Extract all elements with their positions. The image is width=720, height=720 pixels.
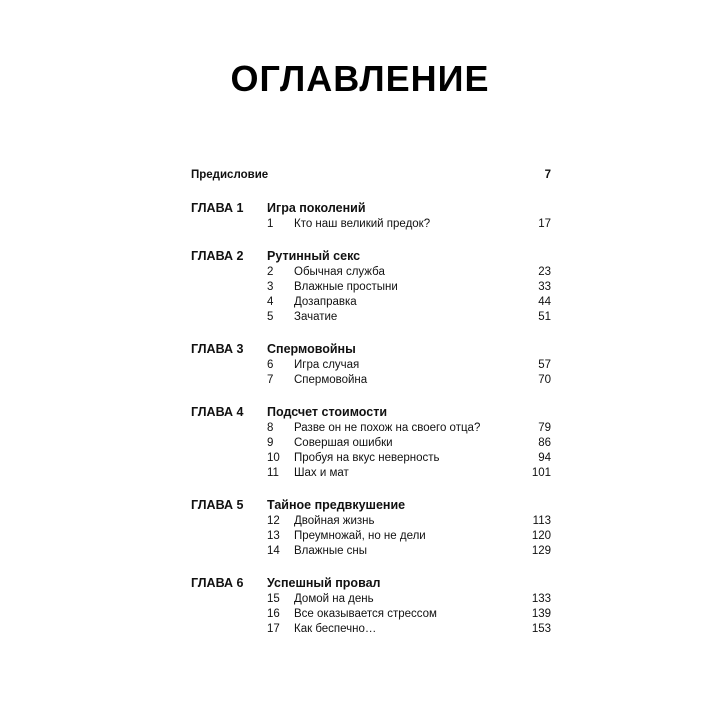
chapter-label: ГЛАВА 2: [191, 249, 244, 263]
entry-title: Обычная служба: [294, 266, 385, 278]
toc-entry-row: [191, 529, 551, 544]
page-title: ОГЛАВЛЕНИЕ: [230, 58, 490, 99]
entry-title: Влажные простыни: [294, 281, 398, 293]
toc-entry-row: [191, 436, 551, 451]
chapter-heading: [191, 497, 551, 514]
chapter-label: ГЛАВА 3: [191, 342, 244, 356]
preface-page-number: 7: [544, 169, 551, 181]
chapter-block: [191, 341, 551, 388]
chapter-block: [191, 200, 551, 232]
entry-number: 14: [267, 545, 280, 557]
chapter-title: Подсчет стоимости: [267, 405, 388, 419]
entry-title: Пробуя на вкус неверность: [294, 452, 440, 464]
chapter-block: [191, 404, 551, 481]
toc-entry-row: [191, 544, 551, 559]
entry-title: Как беспечно…: [294, 623, 377, 635]
entry-page-number: 57: [538, 359, 551, 371]
toc-entry-row: [191, 421, 551, 436]
entry-number: 12: [267, 515, 280, 527]
entry-title: Домой на день: [294, 593, 374, 605]
chapter-heading: [191, 248, 551, 265]
entry-page-number: 120: [531, 530, 551, 542]
chapter-label: ГЛАВА 5: [191, 498, 244, 512]
chapter-block: [191, 575, 551, 637]
entry-number: 16: [267, 608, 280, 620]
chapter-title: Спермовойны: [267, 342, 356, 356]
toc-entry-row: [191, 592, 551, 607]
table-of-contents: [191, 168, 551, 653]
preface-label: Предисловие: [191, 169, 269, 181]
entry-number: 5: [267, 311, 274, 323]
entry-number: 8: [267, 422, 274, 434]
toc-entry-row: [191, 310, 551, 325]
entry-number: 9: [267, 437, 274, 449]
toc-preface-row: [191, 168, 551, 183]
entry-page-number: 86: [538, 437, 551, 449]
chapter-title: Тайное предвкушение: [267, 498, 406, 512]
chapter-heading: [191, 575, 551, 592]
entry-title: Влажные сны: [294, 545, 368, 557]
toc-entry-row: [191, 280, 551, 295]
toc-entry-row: [191, 265, 551, 280]
entry-number: 17: [267, 623, 280, 635]
toc-entry-row: [191, 373, 551, 388]
toc-entry-row: [191, 514, 551, 529]
toc-entry-row: [191, 607, 551, 622]
chapter-heading: [191, 341, 551, 358]
toc-entry-row: [191, 622, 551, 637]
entry-page-number: 133: [531, 593, 551, 605]
entry-number: 3: [267, 281, 274, 293]
chapter-label: ГЛАВА 4: [191, 405, 244, 419]
entry-number: 10: [267, 452, 280, 464]
entry-number: 11: [267, 467, 279, 479]
entry-title: Дозаправка: [294, 296, 357, 308]
toc-entry-row: [191, 451, 551, 466]
entry-title: Спермовойна: [294, 374, 368, 386]
chapter-block: [191, 248, 551, 325]
entry-number: 15: [267, 593, 280, 605]
entry-page-number: 153: [531, 623, 551, 635]
entry-page-number: 139: [531, 608, 551, 620]
entry-title: Игра случая: [294, 359, 360, 371]
chapter-title: Игра поколений: [267, 201, 366, 215]
entry-number: 7: [267, 374, 274, 386]
entry-page-number: 17: [538, 218, 551, 230]
entry-page-number: 113: [532, 515, 551, 527]
entry-number: 6: [267, 359, 274, 371]
entry-page-number: 70: [538, 374, 551, 386]
chapter-label: ГЛАВА 1: [191, 201, 244, 215]
entry-title: Зачатие: [294, 311, 338, 323]
entry-title: Шах и мат: [294, 467, 349, 479]
entry-number: 4: [267, 296, 274, 308]
chapter-list: [191, 200, 551, 637]
entry-title: Совершая ошибки: [294, 437, 393, 449]
chapter-label: ГЛАВА 6: [191, 576, 244, 590]
entry-page-number: 23: [538, 266, 551, 278]
entry-title: Разве он не похож на своего отца?: [294, 422, 481, 434]
toc-entry-row: [191, 295, 551, 310]
toc-entry-row: [191, 217, 551, 232]
toc-entry-row: [191, 466, 551, 481]
entry-page-number: 79: [538, 422, 551, 434]
chapter-block: [191, 497, 551, 559]
entry-title: Кто наш великий предок?: [294, 218, 431, 230]
entry-number: 13: [267, 530, 280, 542]
chapter-title: Рутинный секс: [267, 249, 361, 263]
chapter-title: Успешный провал: [267, 576, 381, 590]
entry-title: Преумножай, но не дели: [294, 530, 426, 542]
entry-page-number: 129: [531, 545, 551, 557]
chapter-heading: [191, 200, 551, 217]
chapter-heading: [191, 404, 551, 421]
entry-number: 1: [267, 218, 274, 230]
entry-number: 2: [267, 266, 274, 278]
entry-page-number: 33: [538, 281, 551, 293]
entry-title: Все оказывается стрессом: [294, 608, 437, 620]
entry-page-number: 101: [531, 467, 551, 479]
toc-entry-row: [191, 358, 551, 373]
entry-title: Двойная жизнь: [294, 515, 375, 527]
entry-page-number: 44: [538, 296, 551, 308]
entry-page-number: 94: [538, 452, 551, 464]
entry-page-number: 51: [538, 311, 551, 323]
